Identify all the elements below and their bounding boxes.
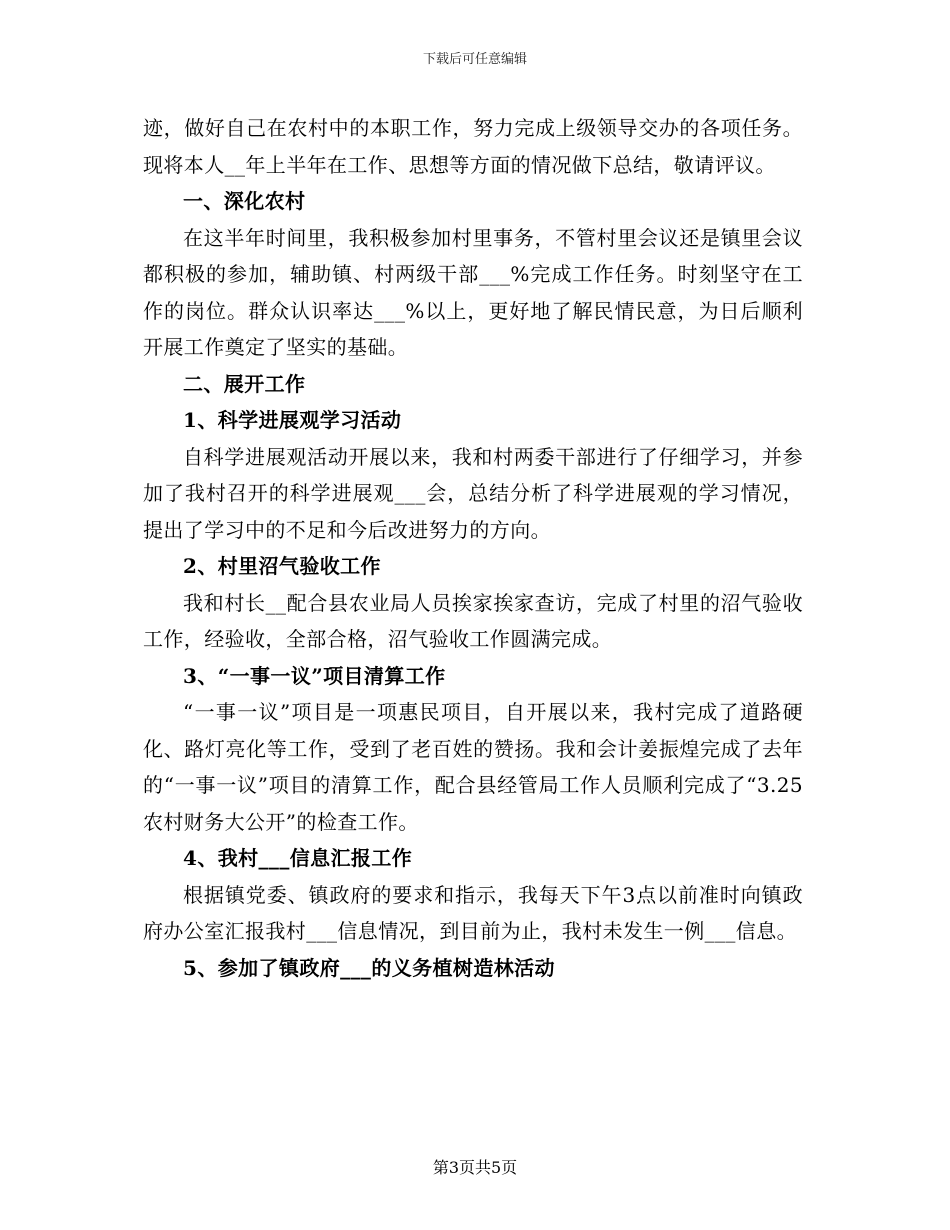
paragraph-sub-3: “一事一议”项目是一项惠民项目，自开展以来，我村完成了道路硬化、路灯亮化等工作，受到了老百姓的赞扬。我和会计姜振煌完成了去年的“一事一议”项目的清算工作，配合县经管局工作人员顺利完成了“3.25农村财务大公开”的检查工作。 bbox=[143, 700, 803, 834]
paragraph-sub-1: 自科学进展观活动开展以来，我和村两委干部进行了仔细学习，并参加了我村召开的科学进展观___会，总结分析了科学进展观的学习情况，提出了学习中的不足和今后改进努力的方向。 bbox=[143, 444, 803, 542]
paragraph-sub-2: 我和村长__配合县农业局人员挨家挨家查访，完成了村里的沼气验收工作，经验收，全部合格，沼气验收工作圆满完成。 bbox=[143, 590, 803, 651]
subheading-4: 4、我村___信息汇报工作 bbox=[183, 846, 413, 870]
subheading-1: 1、科学进展观学习活动 bbox=[183, 408, 402, 432]
subheading-5: 5、参加了镇政府___的义务植树造林活动 bbox=[183, 955, 555, 980]
page-footer: 第3页共5页 bbox=[432, 1158, 518, 1177]
paragraph-sub-4: 根据镇党委、镇政府的要求和指示，我每天下午3点以前准时向镇政府办公室汇报我村___信息情况，到目前为止，我村未发生一例___信息。 bbox=[143, 882, 803, 943]
subheading-2: 2、村里沼气验收工作 bbox=[183, 554, 381, 578]
paragraph-intro: 迹，做好自己在农村中的本职工作，努力完成上级领导交办的各项任务。现将本人__年上半年在工作、思想等方面的情况做下总结，敬请评议。 bbox=[143, 116, 803, 177]
subheading-3: 3、“一事一议”项目清算工作 bbox=[183, 663, 446, 688]
document-body bbox=[143, 110, 803, 986]
paragraph-section-1: 在这半年时间里，我积极参加村里事务，不管村里会议还是镇里会议都积极的参加，辅助镇、村两级干部___%完成工作任务。时刻坚守在工作的岗位。群众认识率达___%以上，更好地了解民情民意，为日后顺利开展工作奠定了坚实的基础。 bbox=[143, 225, 803, 359]
section-heading-2: 二、展开工作 bbox=[183, 371, 306, 396]
page-header: 下载后可任意编辑 bbox=[422, 52, 527, 67]
section-heading-1: 一、深化农村 bbox=[183, 189, 306, 213]
